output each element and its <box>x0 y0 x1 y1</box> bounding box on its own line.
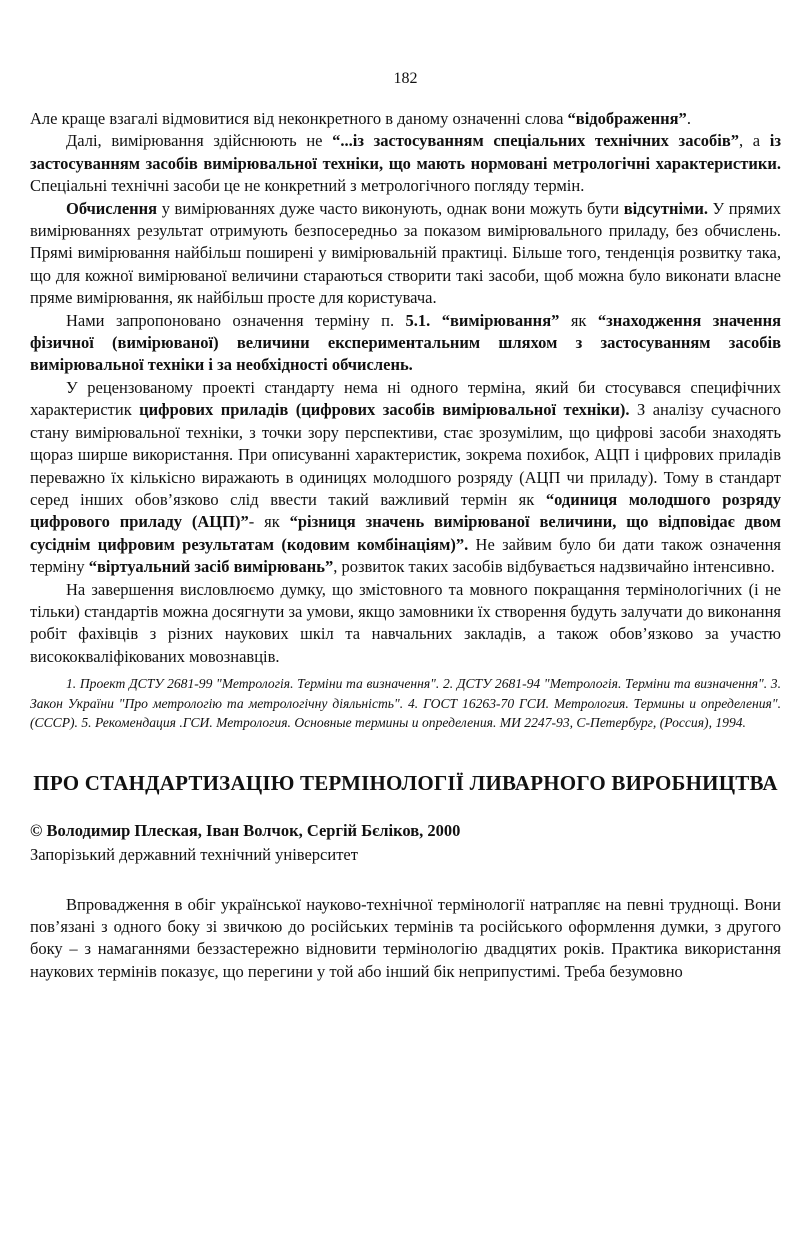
text-run: У прямих вимірюваннях результат отримують безпосередньо за показом вимірювального приладу, без обчислень. Прямі вимірювання найбільш поширені у вимірювальній практиці. Більше того, тенденція розвитку така, що для кожної вимірюваної величини стараються створити такі засоби, щоб можна було виконати власне пряме вимірювання, як найбільш просте для користувача. <box>30 198 781 308</box>
text-run: Спеціальні технічні засоби це не конкретний з метрологічного погляду термін. <box>30 176 585 196</box>
paragraph <box>30 108 781 130</box>
text-run: , а <box>739 131 770 151</box>
text-run: Нами запропоновано означення терміну п. <box>66 310 406 330</box>
text-run: . <box>686 109 691 128</box>
bold-run: “знаходження значення фізичної (вимірюваної) величини експериментальним шляхом з застосуванням засобів вимірювальної техніки і за необхідності обчислень. <box>30 310 782 375</box>
bold-run: Обчислення <box>66 198 158 218</box>
author-affiliation: Запорізький державний технічний університет <box>30 844 358 864</box>
bold-run: “різниця значень вимірюваної величини, що відповідає двом сусіднім цифровим результатам (кодовим комбінаціям)”. <box>30 512 781 554</box>
text-run: На завершення висловлюємо думку, що змістовного та мовного покращання термінологічних (і не тільки) стандартів можна досягнути за умови, якщо замовники їх створення будуть залучати до виконання робіт фахівців з різних наукових шкіл та навчальних закладів, а також обов’язково за участю висококваліфікованих мовознавців. <box>30 579 781 666</box>
text-run: Не зайвим було би дати також означення терміну <box>30 534 781 577</box>
text-run: З аналізу сучасного стану вимірювальної техніки, з точки зору перспективи, стає зрозумілим, що цифрові засоби знаходять щораз ширше використання. При описуванні характеристик, зокрема похибок, АЦП і цифрових приладів переважно їх кількісно виражають в одиницях молодшого розряду (АЦП чи приладу). Тому в стандарт серед інших обов’язково слід ввести такий важливий термін як <box>30 400 781 509</box>
page-number: 182 <box>393 70 418 87</box>
bold-run: “одиниця молодшого розряду цифрового приладу (АЦП)” <box>30 489 781 532</box>
paragraph <box>30 377 781 579</box>
bold-run: цифрових приладів (цифрових засобів вимірювальної техніки). <box>139 400 630 420</box>
bold-run: відсутніми. <box>623 198 708 218</box>
bold-run: “...із застосуванням спеціальних технічних засобів” <box>332 131 740 151</box>
bold-run: “віртуальний засіб вимірювань” <box>88 557 334 577</box>
text-run: у вимірюваннях дуже часто виконують, однак вони можуть бути <box>157 198 624 218</box>
bold-run: “відображення” <box>567 109 687 128</box>
paragraph <box>30 310 781 377</box>
text-run: - як <box>248 512 290 532</box>
reference-list: 1. Проект ДСТУ 2681-99 "Метрологія. Терміни та визначення". 2. ДСТУ 2681-94 "Метрологія. Терміни та визначення". 3. Закон України "Про метрологію та метрологічну діяльність". 4. ГОСТ 16263-70 ГСИ. Метрология. Термины и определения". (СССР). 5. Рекомендация .ГСИ. Метрология. Основные термины и определения. МИ 2247-93, С-Петербург, (Россия), 1994. <box>30 676 781 731</box>
article-continuation-body <box>30 108 781 668</box>
paragraph <box>30 130 781 197</box>
text-run: У рецензованому проекті стандарту нема ні одного терміна, який би стосувався специфічних характеристик <box>30 377 781 420</box>
article-authors: © Володимир Плеская, Іван Волчок, Сергій Бєліков, 2000 <box>30 820 461 840</box>
text-run: , розвиток таких засобів відбувається надзвичайно інтенсивно. <box>333 557 775 577</box>
text-run: Але краще взагалі відмовитися від неконкретного в даному означенні слова <box>30 109 568 128</box>
paragraph <box>30 579 781 669</box>
bold-run: із застосуванням засобів вимірювальної техніки, що мають нормовані метрологічні характеристики. <box>30 131 781 173</box>
article-body <box>30 894 781 984</box>
article-title: ПРО СТАНДАРТИЗАЦІЮ ТЕРМІНОЛОГІЇ ЛИВАРНОГО ВИРОБНИЦТВА <box>33 770 778 795</box>
paragraph <box>30 198 781 310</box>
bold-run: 5.1. “вимірювання” <box>405 310 560 330</box>
paragraph: Впровадження в обіг української науково-технічної термінології натрапляє на певні труднощі. Вони пов’язані з одного боку зі звичкою до російських термінів та російського оформлення думки, з другого боку – з намаганнями беззастережно відновити термінологію двадцятих років. Практика використання наукових термінів показує, що перегини у той або інший бік неприпустимі. Треба безумовно <box>30 894 781 981</box>
text-run: Далі, вимірювання здійснюють не <box>66 131 333 151</box>
text-run: як <box>559 310 598 330</box>
